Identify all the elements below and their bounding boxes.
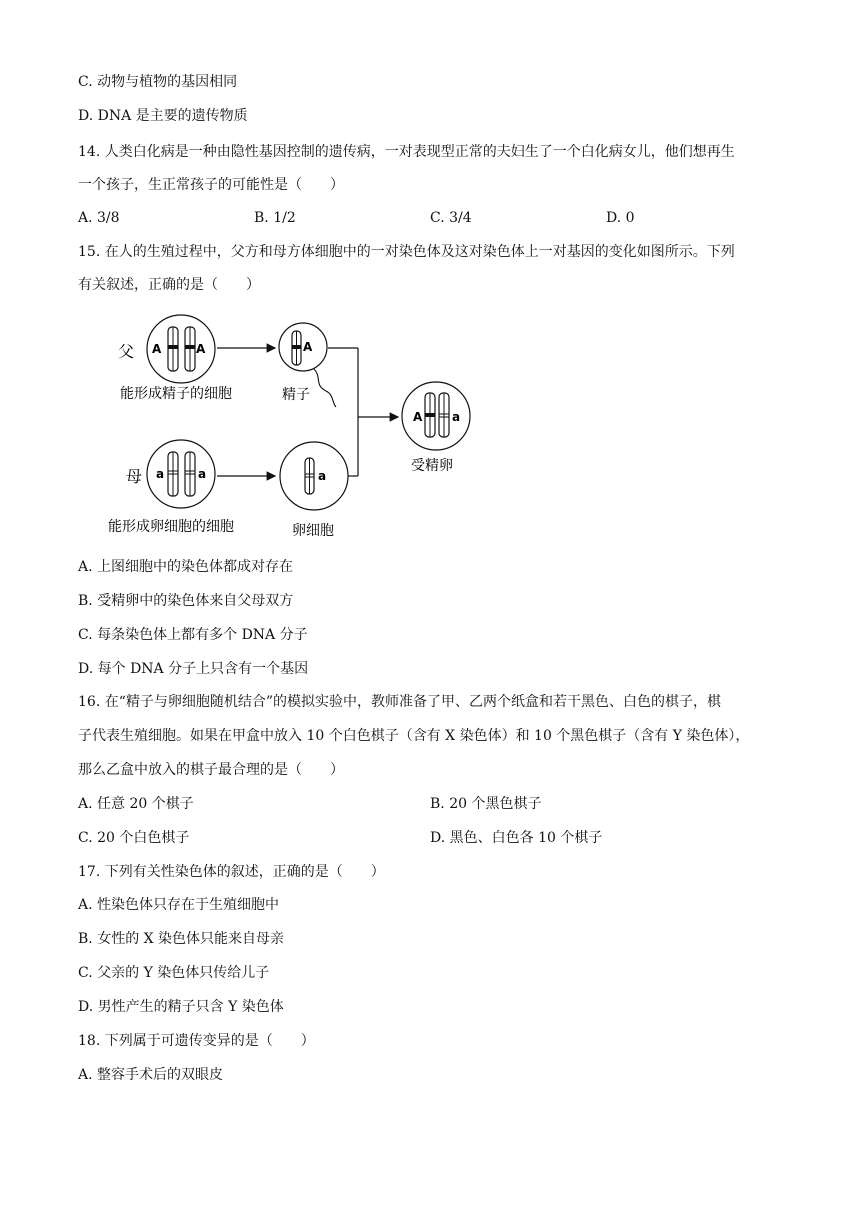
q14-option-d: D. 0 (606, 210, 635, 226)
q15-option-d: D. 每个 DNA 分子上只含有一个基因 (78, 661, 309, 677)
q16-option-b: B. 20 个黑色棋子 (430, 796, 542, 812)
mother-gene-left: a (156, 467, 165, 481)
q15-option-b: B. 受精卵中的染色体来自父母双方 (78, 593, 294, 609)
q17-option-a: A. 性染色体只存在于生殖细胞中 (78, 897, 280, 913)
q17-option-c: C. 父亲的 Y 染色体只传给儿子 (78, 965, 270, 981)
mother-cell-label: 能形成卵细胞的细胞 (108, 519, 234, 535)
q16-stem-line3: 那么乙盒中放入的棋子最合理的是（ ） (78, 762, 344, 778)
egg-gene: a (318, 469, 327, 483)
q14-option-b: B. 1/2 (254, 210, 296, 226)
mother-label: 母 (126, 467, 143, 486)
q17-stem: 17. 下列有关性染色体的叙述，正确的是（ ） (78, 864, 385, 880)
q17-option-d: D. 男性产生的精子只含 Y 染色体 (78, 999, 284, 1015)
sperm-tail (314, 369, 336, 407)
q16-option-d: D. 黑色、白色各 10 个棋子 (430, 830, 603, 846)
chromosome-inheritance-diagram (100, 305, 500, 545)
father-cell-label: 能形成精子的细胞 (120, 386, 232, 402)
q14-stem-line2: 一个孩子，生正常孩子的可能性是（ ） (78, 177, 344, 193)
father-gene-right: A (196, 342, 206, 356)
sperm-gene: A (303, 340, 313, 354)
q15-option-a: A. 上图细胞中的染色体都成对存在 (78, 559, 294, 575)
q15-stem-line1: 15. 在人的生殖过程中，父方和母方体细胞中的一对染色体及这对染色体上一对基因的变化如图所示。下列 (78, 244, 735, 260)
zygote-gene-right: a (452, 410, 461, 424)
egg-label: 卵细胞 (292, 523, 334, 539)
egg-cell (280, 442, 348, 510)
q18-stem: 18. 下列属于可遗传变异的是（ ） (78, 1033, 315, 1049)
mother-cell (147, 440, 215, 508)
q16-option-a: A. 任意 20 个棋子 (78, 796, 194, 812)
mother-gene-right: a (198, 467, 207, 481)
q16-stem-line2: 子代表生殖细胞。如果在甲盒中放入 10 个白色棋子（含有 X 染色体）和 10 个黑色棋子（含有 Y 染色体）， (78, 728, 750, 744)
q14-option-a: A. 3/8 (78, 210, 120, 226)
zygote-gene-left: A (413, 410, 423, 424)
q13-option-d: D. DNA 是主要的遗传物质 (78, 108, 248, 124)
sperm-label: 精子 (282, 387, 310, 403)
q15-option-c: C. 每条染色体上都有多个 DNA 分子 (78, 627, 308, 643)
q14-option-c: C. 3/4 (430, 210, 472, 226)
q17-option-b: B. 女性的 X 染色体只能来自母亲 (78, 931, 285, 947)
q15-stem-line2: 有关叙述，正确的是（ ） (78, 277, 260, 293)
father-label: 父 (118, 342, 135, 361)
zygote-label: 受精卵 (411, 458, 453, 474)
q18-option-a: A. 整容手术后的双眼皮 (78, 1067, 224, 1083)
father-cell (147, 315, 215, 383)
father-gene-left: A (152, 342, 162, 356)
q16-option-c: C. 20 个白色棋子 (78, 830, 190, 846)
q13-option-c: C. 动物与植物的基因相同 (78, 74, 238, 90)
q14-stem-line1: 14. 人类白化病是一种由隐性基因控制的遗传病，一对表现型正常的夫妇生了一个白化病女儿，他们想再生 (78, 144, 735, 160)
q16-stem-line1: 16. 在“精子与卵细胞随机结合”的模拟实验中，教师准备了甲、乙两个纸盒和若干黑色、白色的棋子，棋 (78, 694, 722, 710)
zygote-cell (402, 382, 470, 450)
